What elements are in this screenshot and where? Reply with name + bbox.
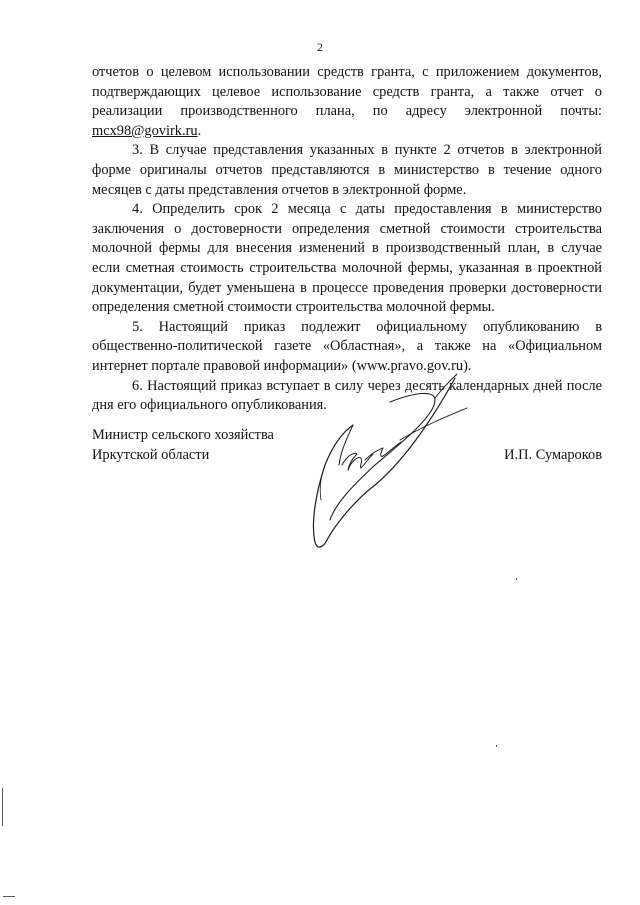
scan-artifact-left-edge <box>2 788 3 826</box>
handwritten-signature <box>295 370 485 555</box>
paragraph-6: 6. Настоящий приказ вступает в силу через десять календарных дней после дня его официального опубликования. <box>92 377 602 414</box>
paragraph-intro <box>92 63 602 141</box>
signatory-title <box>92 426 274 465</box>
scan-dot <box>496 745 497 747</box>
scan-artifact-bottom-corner <box>3 896 15 897</box>
paragraph-4: 4. Определить срок 2 месяца с даты предоставления в министерство заключения о достоверности определения сметной стоимости строительства молочной фермы для внесения изменений в производственный план, в случае если сметная стоимость строительства молочной фермы, указанная в проектной документации, будет уменьшена в процессе проведения проверки достоверности определения сметной стоимости строительства молочной фермы. <box>92 201 602 316</box>
scan-dot <box>516 578 517 580</box>
paragraph-intro-end: . <box>197 122 202 139</box>
paragraph-intro-text: отчетов о целевом использовании средств гранта, с приложением документов, подтверждающих целевое использование средств гранта, а также отчет о реализации производственного плана, по адресу электронной почты: <box>92 64 602 120</box>
paragraph-5: 5. Настоящий приказ подлежит официальному опубликованию в общественно-политической газете «Областная», а также на «Официальном интернет портале правовой информации» (www.pravo.gov.ru). <box>92 318 602 374</box>
page-number: 2 <box>317 40 323 54</box>
document-body <box>92 63 602 416</box>
paragraph-3: 3. В случае представления указанных в пункте 2 отчетов в электронной форме оригиналы отчетов представляются в министерство в течение одного месяцев с даты представления отчетов в электронной форме. <box>92 142 602 198</box>
signatory-title-line-1: Министр сельского хозяйства <box>92 427 274 443</box>
signatory-title-line-2: Иркутской области <box>92 446 210 463</box>
signatory-name: И.П. Сумароков <box>504 446 602 463</box>
email-link[interactable]: mcx98@govirk.ru <box>92 122 198 139</box>
